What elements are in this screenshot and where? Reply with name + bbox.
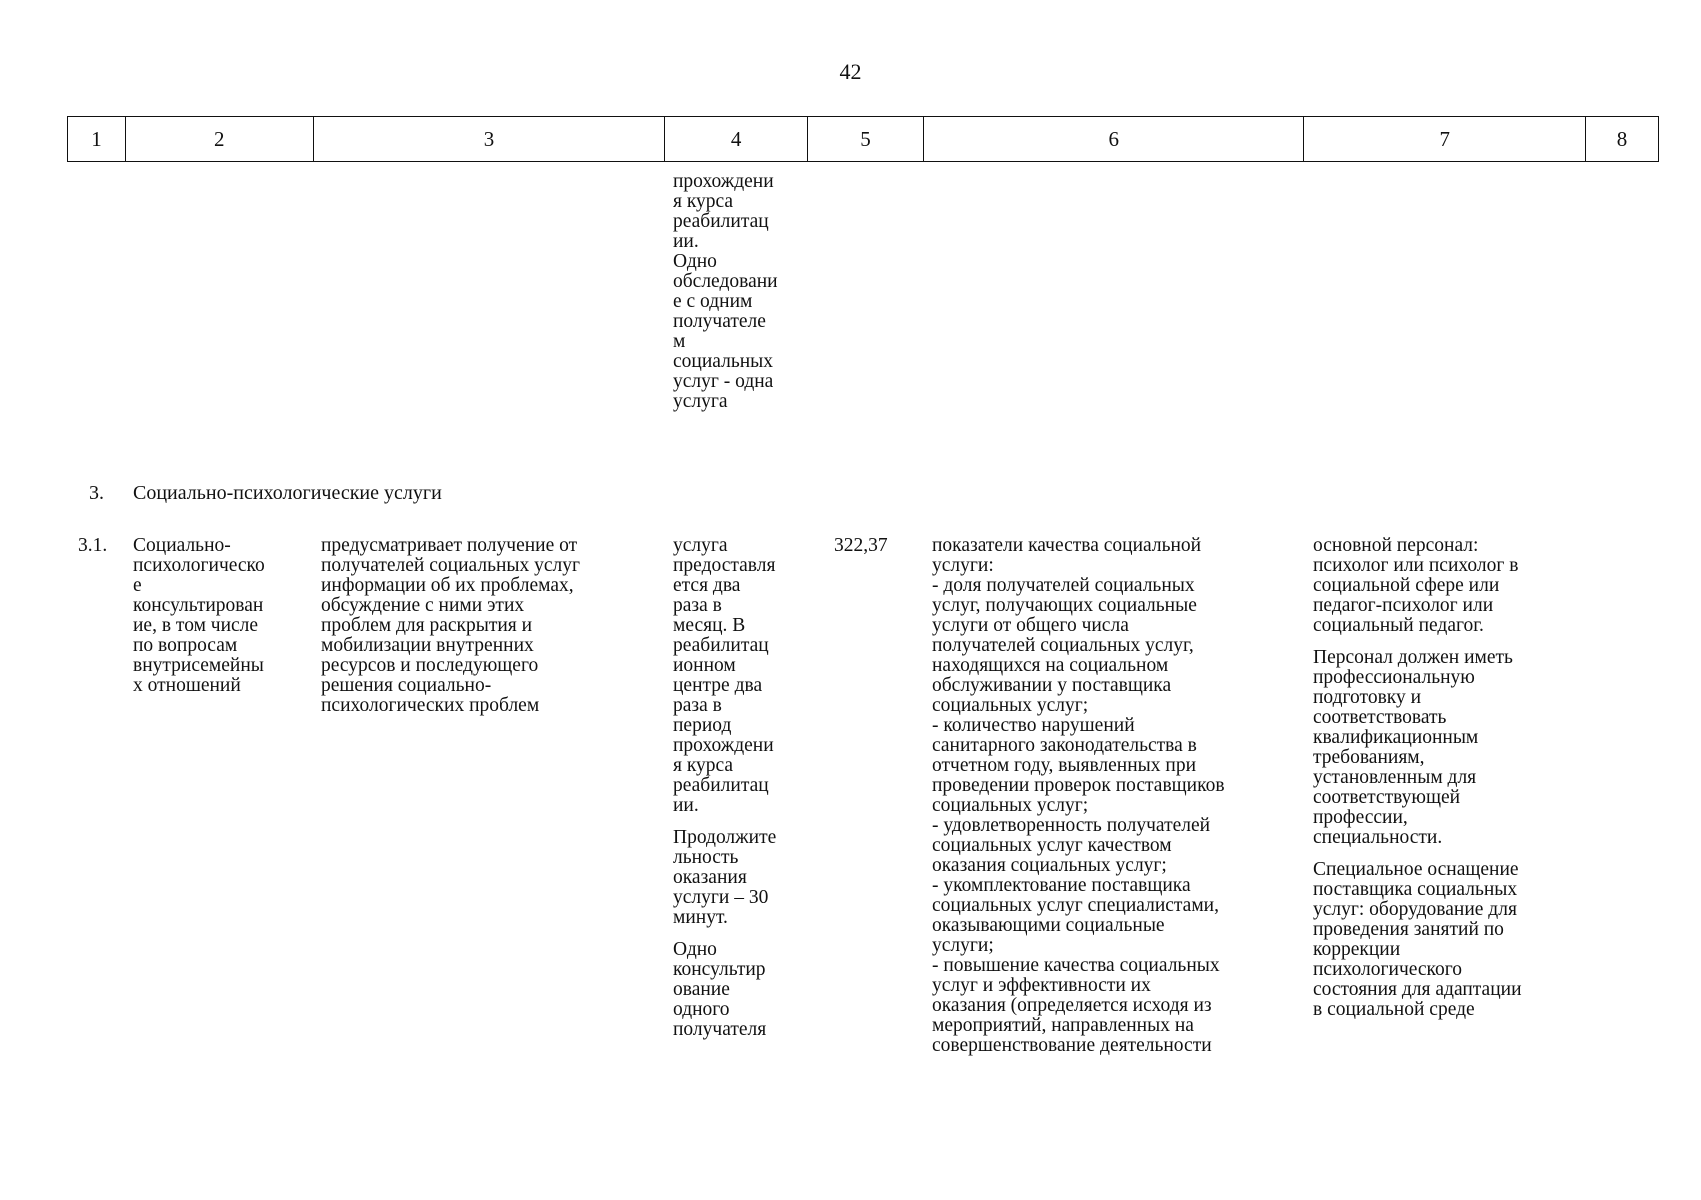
service-name: Социально- психологическо е консультирован ие, в том числе по вопросам внутрисемейны х отношений (133, 535, 265, 696)
column-header-5: 5 (808, 117, 924, 161)
continuation-volume-cell (673, 172, 813, 412)
table-header-row (67, 116, 1659, 162)
service-volume-cell (673, 536, 813, 1040)
volume-frequency: услуга предоставля ется два раза в месяц. В реабилитац ионном центре два раза в период прохождени я курса реабилитац ии. (673, 535, 776, 816)
volume-duration: Продолжите льность оказания услуги – 30 минут. (673, 827, 777, 928)
volume-unit: Одно консультир ование одного получателя (673, 939, 767, 1040)
tariff-cell (834, 536, 924, 556)
column-header-3: 3 (314, 117, 666, 161)
column-header-1: 1 (68, 117, 126, 161)
conditions-cell (1313, 536, 1593, 1020)
quality-indicators: показатели качества социальной услуги: - доля получателей социальных услуг, получающих социальные услуги от общего числа получателей социальных услуг, находящихся на социальном обслуживании у поставщика социальных услуг; - количество нарушений санитарного законодательства в отчетном году, выявленных при проведении проверок поставщиков социальных услуг; - удовлетворенность получателей социальных услуг качеством оказания социальных услуг; - укомплектование поставщика социальных услуг специалистами, оказывающими социальные услуги; - повышение качества социальных услуг и эффективности их оказания (определяется исходя из мероприятий, направленных на совершенствование деятельности (932, 535, 1225, 1056)
row-number (78, 536, 128, 556)
service-description: предусматривает получение от получателей социальных услуг информации об их проблемах, обсуждение с ними этих проблем для раскрытия и мобилизации внутренних ресурсов и последующего решения социально- психологических проблем (321, 535, 581, 716)
column-header-6: 6 (924, 117, 1305, 161)
section-number: 3. (89, 482, 104, 504)
column-header-2: 2 (126, 117, 314, 161)
column-header-8: 8 (1616, 126, 1628, 151)
page-number: 42 (839, 59, 862, 84)
column-header-7: 7 (1304, 117, 1586, 161)
row-number-text: 3.1. (78, 535, 108, 556)
continuation-volume-text: прохождени я курса реабилитац ии. Одно обследовани е с одним получателе м социальных услуг - одна услуга (673, 171, 778, 412)
service-description-cell (321, 536, 671, 716)
column-header-4: 4 (665, 117, 808, 161)
service-name-cell (133, 536, 313, 696)
section-title: Социально-психологические услуги (133, 482, 442, 504)
conditions-qualification: Персонал должен иметь профессиональную подготовку и соответствовать квалификационным требованиям, установленным для соответствующей профессии, специальности. (1313, 647, 1513, 848)
conditions-staff: основной персонал: психолог или психолог в социальной сфере или педагог-психолог или социальный педагог. (1313, 535, 1519, 636)
conditions-equipment: Специальное оснащение поставщика социальных услуг: оборудование для проведения занятий по коррекции психологического состояния для адаптации в социальной среде (1313, 859, 1522, 1020)
tariff-value: 322,37 (834, 535, 888, 556)
quality-indicators-cell (932, 536, 1307, 1056)
